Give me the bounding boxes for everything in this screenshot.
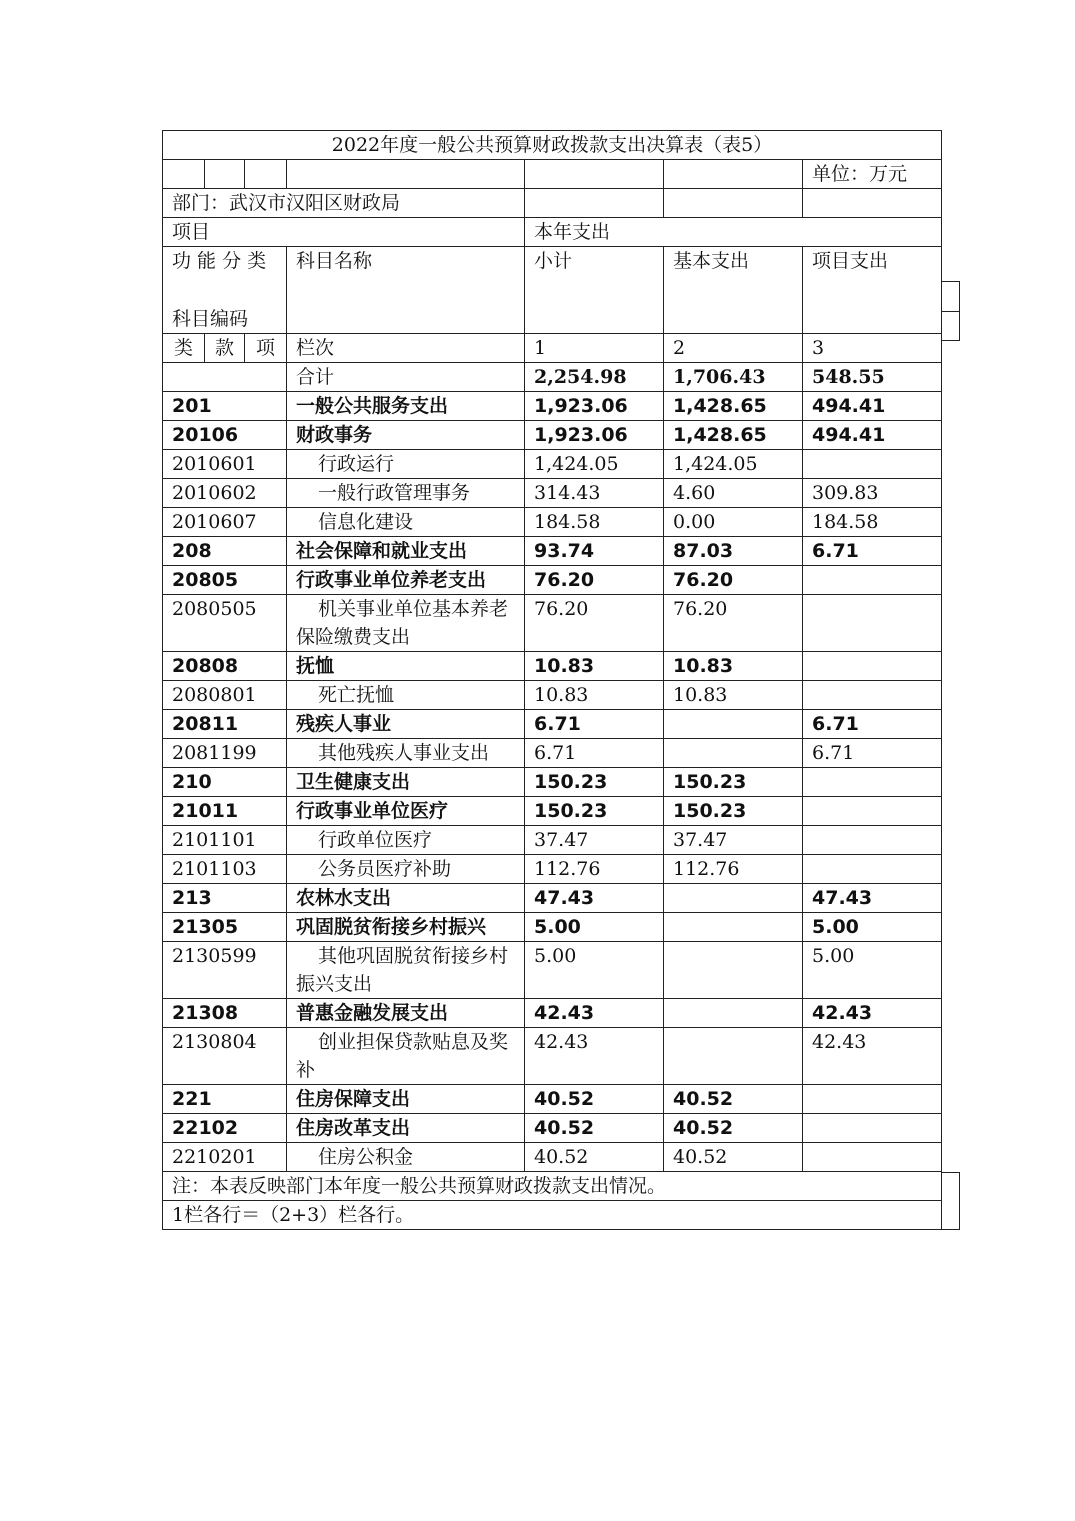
table-row	[163, 884, 942, 913]
table-row	[163, 739, 942, 768]
row-basic: 76.20	[664, 566, 803, 595]
row-subtotal: 42.43	[525, 1028, 664, 1085]
row-name: 一般公共服务支出	[287, 392, 525, 421]
side-cell-upper	[941, 281, 960, 312]
row-basic	[664, 1028, 803, 1085]
row-code: 2081199	[163, 739, 287, 768]
row-name: 行政运行	[287, 450, 525, 479]
title-row	[163, 131, 942, 160]
row-name: 农林水支出	[287, 884, 525, 913]
row-basic: 0.00	[664, 508, 803, 537]
table-title: 2022年度一般公共预算财政拨款支出决算表（表5）	[163, 131, 942, 160]
row-name: 住房保障支出	[287, 1085, 525, 1114]
unit-row	[163, 160, 942, 189]
row-basic	[664, 999, 803, 1028]
row-name: 抚恤	[287, 652, 525, 681]
row-project: 309.83	[803, 479, 942, 508]
row-name: 残疾人事业	[287, 710, 525, 739]
total-subtotal: 2,254.98	[525, 363, 664, 392]
row-name: 普惠金融发展支出	[287, 999, 525, 1028]
row-code: 21305	[163, 913, 287, 942]
note-text: 1栏各行＝（2+3）栏各行。	[163, 1201, 942, 1230]
table-row	[163, 652, 942, 681]
row-name: 其他残疾人事业支出	[287, 739, 525, 768]
expenditure-table-sheet	[162, 130, 942, 1230]
header-subject-name: 科目名称	[287, 247, 525, 334]
header-project: 项目	[163, 218, 525, 247]
row-name: 一般行政管理事务	[287, 479, 525, 508]
table-row	[163, 537, 942, 566]
row-code: 20808	[163, 652, 287, 681]
row-name: 社会保障和就业支出	[287, 537, 525, 566]
row-name: 行政单位医疗	[287, 826, 525, 855]
row-name: 财政事务	[287, 421, 525, 450]
row-name: 住房公积金	[287, 1143, 525, 1172]
header-column-index: 栏次	[287, 334, 525, 363]
row-project: 6.71	[803, 710, 942, 739]
header-basic-expense: 基本支出	[664, 247, 803, 334]
row-project: 47.43	[803, 884, 942, 913]
row-subtotal: 76.20	[525, 595, 664, 652]
row-project: 42.43	[803, 999, 942, 1028]
row-basic	[664, 942, 803, 999]
header-current-year-expense: 本年支出	[525, 218, 942, 247]
table-row	[163, 1143, 942, 1172]
row-project: 494.41	[803, 421, 942, 450]
row-basic: 150.23	[664, 768, 803, 797]
row-name: 死亡抚恤	[287, 681, 525, 710]
row-basic	[664, 739, 803, 768]
header-function-class	[163, 247, 287, 334]
row-code: 21308	[163, 999, 287, 1028]
total-project: 548.55	[803, 363, 942, 392]
row-code: 2210201	[163, 1143, 287, 1172]
row-project: 494.41	[803, 392, 942, 421]
row-subtotal: 76.20	[525, 566, 664, 595]
row-project: 184.58	[803, 508, 942, 537]
row-code: 2080801	[163, 681, 287, 710]
row-subtotal: 1,923.06	[525, 421, 664, 450]
row-basic: 1,424.05	[664, 450, 803, 479]
table-row	[163, 1028, 942, 1085]
side-cell-notes	[941, 1172, 960, 1230]
header-col3: 3	[803, 334, 942, 363]
row-subtotal: 6.71	[525, 739, 664, 768]
row-code: 22102	[163, 1114, 287, 1143]
row-project	[803, 1143, 942, 1172]
row-subtotal: 314.43	[525, 479, 664, 508]
note-row	[163, 1172, 942, 1201]
row-subtotal: 40.52	[525, 1114, 664, 1143]
row-name: 创业担保贷款贴息及奖补	[287, 1028, 525, 1085]
row-code: 221	[163, 1085, 287, 1114]
row-project	[803, 1114, 942, 1143]
row-subtotal: 112.76	[525, 855, 664, 884]
header-row-3	[163, 334, 942, 363]
row-project: 6.71	[803, 739, 942, 768]
department-row	[163, 189, 942, 218]
header-row-1	[163, 218, 942, 247]
table-row	[163, 450, 942, 479]
total-label: 合计	[287, 363, 525, 392]
header-xiang: 项	[245, 334, 287, 363]
row-basic	[664, 884, 803, 913]
row-code: 2130804	[163, 1028, 287, 1085]
header-col2: 2	[664, 334, 803, 363]
row-basic: 1,428.65	[664, 392, 803, 421]
table-row	[163, 566, 942, 595]
table-row	[163, 508, 942, 537]
row-project	[803, 681, 942, 710]
row-code: 208	[163, 537, 287, 566]
row-name: 机关事业单位基本养老保险缴费支出	[287, 595, 525, 652]
header-kuan: 款	[205, 334, 245, 363]
row-basic: 4.60	[664, 479, 803, 508]
row-name: 公务员医疗补助	[287, 855, 525, 884]
row-basic: 37.47	[664, 826, 803, 855]
table-row	[163, 710, 942, 739]
header-lei: 类	[163, 334, 205, 363]
table-row	[163, 1114, 942, 1143]
row-subtotal: 6.71	[525, 710, 664, 739]
row-name: 巩固脱贫衔接乡村振兴	[287, 913, 525, 942]
row-subtotal: 5.00	[525, 942, 664, 999]
row-name: 信息化建设	[287, 508, 525, 537]
row-code: 20805	[163, 566, 287, 595]
table-row	[163, 999, 942, 1028]
row-subtotal: 10.83	[525, 652, 664, 681]
row-code: 20811	[163, 710, 287, 739]
row-code: 2101101	[163, 826, 287, 855]
row-basic: 10.83	[664, 681, 803, 710]
table-row	[163, 797, 942, 826]
row-subtotal: 40.52	[525, 1143, 664, 1172]
row-code: 2010607	[163, 508, 287, 537]
row-subtotal: 37.47	[525, 826, 664, 855]
table-row	[163, 681, 942, 710]
row-subtotal: 42.43	[525, 999, 664, 1028]
table-row	[163, 392, 942, 421]
row-name: 其他巩固脱贫衔接乡村振兴支出	[287, 942, 525, 999]
row-project	[803, 566, 942, 595]
row-basic: 76.20	[664, 595, 803, 652]
row-project: 5.00	[803, 942, 942, 999]
table-row	[163, 855, 942, 884]
subject-code-label: 科目编码	[172, 308, 249, 330]
function-class-label: 功 能 分 类	[172, 250, 267, 272]
row-project	[803, 826, 942, 855]
row-code: 2130599	[163, 942, 287, 999]
row-project: 42.43	[803, 1028, 942, 1085]
row-basic: 112.76	[664, 855, 803, 884]
header-subtotal: 小计	[525, 247, 664, 334]
row-basic: 150.23	[664, 797, 803, 826]
row-subtotal: 40.52	[525, 1085, 664, 1114]
row-basic: 40.52	[664, 1114, 803, 1143]
table-row	[163, 768, 942, 797]
table-row	[163, 1085, 942, 1114]
row-code: 20106	[163, 421, 287, 450]
row-basic: 87.03	[664, 537, 803, 566]
row-project	[803, 1085, 942, 1114]
row-code: 2010601	[163, 450, 287, 479]
row-subtotal: 93.74	[525, 537, 664, 566]
unit-label: 单位：万元	[803, 160, 942, 189]
row-subtotal: 10.83	[525, 681, 664, 710]
row-basic	[664, 913, 803, 942]
row-basic: 40.52	[664, 1085, 803, 1114]
table-row	[163, 826, 942, 855]
row-subtotal: 5.00	[525, 913, 664, 942]
table-row	[163, 421, 942, 450]
row-subtotal: 1,923.06	[525, 392, 664, 421]
row-subtotal: 1,424.05	[525, 450, 664, 479]
row-name: 住房改革支出	[287, 1114, 525, 1143]
row-basic: 10.83	[664, 652, 803, 681]
table-row	[163, 942, 942, 999]
row-project: 5.00	[803, 913, 942, 942]
row-project	[803, 652, 942, 681]
row-name: 行政事业单位养老支出	[287, 566, 525, 595]
department-label: 部门：武汉市汉阳区财政局	[163, 189, 525, 218]
total-basic: 1,706.43	[664, 363, 803, 392]
total-row	[163, 363, 942, 392]
row-project	[803, 768, 942, 797]
row-code: 21011	[163, 797, 287, 826]
row-project	[803, 797, 942, 826]
header-project-expense: 项目支出	[803, 247, 942, 334]
table-row	[163, 913, 942, 942]
row-project	[803, 595, 942, 652]
row-subtotal: 150.23	[525, 768, 664, 797]
row-basic: 40.52	[664, 1143, 803, 1172]
row-basic: 1,428.65	[664, 421, 803, 450]
row-code: 210	[163, 768, 287, 797]
row-subtotal: 184.58	[525, 508, 664, 537]
row-project: 6.71	[803, 537, 942, 566]
row-code: 2101103	[163, 855, 287, 884]
row-name: 卫生健康支出	[287, 768, 525, 797]
row-name: 行政事业单位医疗	[287, 797, 525, 826]
row-code: 201	[163, 392, 287, 421]
header-row-2	[163, 247, 942, 334]
table-row	[163, 479, 942, 508]
row-subtotal: 47.43	[525, 884, 664, 913]
row-subtotal: 150.23	[525, 797, 664, 826]
row-code: 2080505	[163, 595, 287, 652]
row-code: 213	[163, 884, 287, 913]
side-cell-lower	[941, 311, 960, 341]
row-code: 2010602	[163, 479, 287, 508]
note-text: 注：本表反映部门本年度一般公共预算财政拨款支出情况。	[163, 1172, 942, 1201]
header-col1: 1	[525, 334, 664, 363]
row-project	[803, 450, 942, 479]
table-row	[163, 595, 942, 652]
note-row	[163, 1201, 942, 1230]
expenditure-table	[162, 130, 942, 1230]
row-project	[803, 855, 942, 884]
row-basic	[664, 710, 803, 739]
